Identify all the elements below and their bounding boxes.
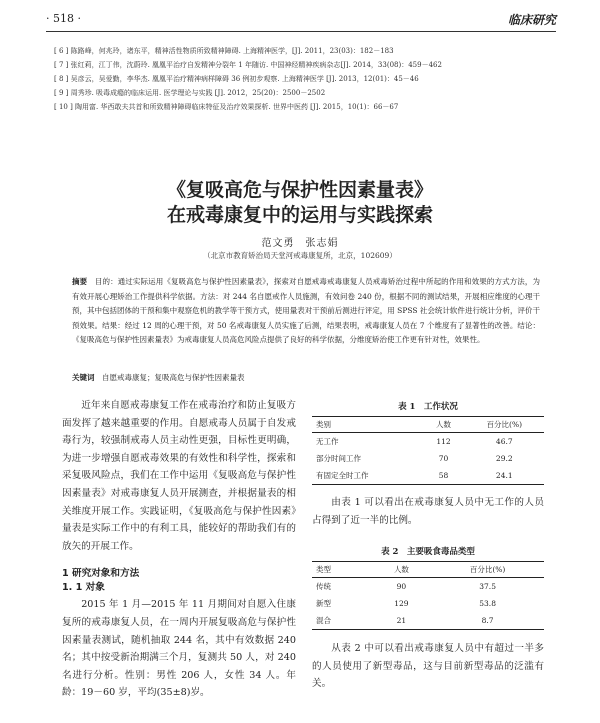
table-row (312, 467, 544, 485)
table-row (312, 433, 544, 451)
table-header-cell: 类别 (312, 417, 423, 433)
table-cell: 112 (436, 437, 451, 446)
table-cell: 90 (396, 582, 407, 591)
table-cell: 无工作 (316, 437, 339, 446)
table-cell: 46.7 (495, 437, 513, 446)
reference-item: [ 10 ] 陶用富. 华西敢夫共首和所致精神障碍临床特征及治疗效果探析. 世界中医药 [J]. 2015，10(1)：66－67 (54, 103, 399, 111)
article-title-line1: 《复吸高危与保护性因素量表》 (166, 179, 433, 201)
table1-block (312, 400, 544, 485)
reference-item: [ 8 ] 吴彦云，吴爱勤，李华杰. 凰凰平治疗精神病样障碍 36 例初步观察. 上海精神医学 [J]. 2013，12(01)：45－46 (54, 75, 419, 83)
table2-paragraph: 从表 2 中可以看出戒毒康复人员中有超过一半多的人员使用了新型毒品，这与目前新型毒品的泛滥有关。 (312, 643, 544, 690)
table-header-cell: 人数 (423, 417, 465, 433)
table-header-cell: 百分比(%) (465, 417, 544, 433)
table-header-cell: 人数 (372, 562, 432, 578)
table-cell: 53.8 (479, 599, 496, 608)
abstract (72, 275, 540, 348)
abstract-text: 目的：通过实际运用《复吸高危与保护性因素量表》，探索对自愿戒毒戒毒康复人员戒毒矫治过程中所起的作用和效果的方式方法，为有效开展心理矫治工作提供科学依据。方法：对 244 名自愿戒作人员施测，有效问卷 240 份，根据不同的测试结果，开展相应维度的心理干预，其中包括团体的干预和集中观察危机的教学等干预方式，使用量表对干预前后测进行评定，用 SPSS 社会统计软件进行统计分析，评价干预效果。结果：经过 12 周的心理干预，对 50 名戒毒康复人员实施了后测，结果表明，戒毒康复人员在 7 个维度有了显著性的改善。结论：《复吸高危与保护性因素量表》为戒毒康复人员高危风险点提供了良好的科学依据，分维度矫治使工作更有针对性，效果性。 (72, 277, 541, 345)
table-header-cell: 类型 (312, 562, 372, 578)
table-cell: 129 (394, 599, 409, 608)
intro-paragraph: 近年来自愿戒毒康复工作在戒毒治疗和防止复吸方面发挥了越来越重要的作用。自愿戒毒人员属于自发戒毒行为，较强制戒毒人员主动性更强，目标性更明确，为进一步增强自愿戒毒效果的有效性和科学性，探索和采复吸风险点，我们在工作中运用《复吸高危与保护性因素量表》对戒毒康复人员开展测查，并根据量表的相关维度开展工作。实践证明，《复吸高危与保护性因素》量表是实际工作中的有利工具，能较好的帮助我们有的放矢的开展工作。 (62, 400, 296, 552)
abstract-label: 摘要 (72, 277, 88, 286)
table-cell: 部分时间工作 (316, 454, 361, 463)
table-header-cell: 百分比(%) (431, 562, 544, 578)
table2 (312, 561, 544, 630)
keywords-text: 自愿戒毒康复；复吸高危与保护性因素量表 (94, 373, 245, 382)
left-column (62, 397, 296, 702)
table2-caption: 表 2 主要吸食毒品类型 (381, 547, 475, 557)
table1-discussion (312, 494, 544, 529)
table-row (312, 578, 544, 596)
table-row (312, 595, 544, 612)
section-heading: 1 研究对象和方法 (62, 568, 140, 580)
table1-caption: 表 1 工作状况 (398, 402, 458, 412)
table-cell: 70 (438, 454, 449, 463)
table-row (312, 612, 544, 630)
table1 (312, 416, 544, 485)
table-cell: 传统 (316, 582, 331, 591)
table-cell: 29.2 (495, 454, 513, 463)
page-number: · 518 · (46, 12, 81, 25)
page-header (46, 10, 556, 32)
table-header-row (312, 417, 544, 433)
table-row (312, 450, 544, 467)
article-affiliation: （北京市教育矫治局天堂河戒毒康复所，北京，102609） (203, 251, 397, 260)
table2-discussion (312, 640, 544, 693)
table-cell: 混合 (312, 612, 372, 630)
table-cell: 有固定全时工作 (312, 467, 423, 485)
table-cell: 新型 (316, 599, 331, 608)
table-cell: 24.1 (465, 467, 544, 485)
article-title-line2: 在戒毒康复中的运用与实践探索 (166, 204, 433, 226)
subsection-heading: 1. 1 对象 (62, 582, 105, 594)
reference-list (54, 44, 554, 114)
subjects-paragraph: 2015 年 1 月—2015 年 11 月期间对自愿入住康复所的戒毒康复人员，在一周内开展复吸高危与保护性因素量表测试，随机抽取 244 名，其中有效数据 240 名；其中按受新治期满三个月，复测共 50 人，对 240 名进行分析。性别：男性 206 人，女性 34 人。年龄：19－60 岁，平均(35±8)岁。 (62, 599, 296, 699)
reference-item: [ 6 ] 陈路峰，何兆玲，诸东平，精神活性物质所致精神障碍. 上海精神医学，[J]. 2011，23(03)：182－183 (54, 47, 394, 55)
article-authors: 范文勇 张志娟 (261, 238, 339, 249)
table-cell: 37.5 (479, 582, 496, 591)
table-cell: 21 (372, 612, 432, 630)
table1-paragraph: 由表 1 可以看出在戒毒康复人员中无工作的人员占得到了近一半的比例。 (312, 497, 544, 526)
journal-name: 临床研究 (507, 13, 556, 27)
table-header-row (312, 562, 544, 578)
reference-item: [ 7 ] 张红莉，江丁伟，沈蔚玲. 凰凰平治疗自发精神分裂年 1 年随访. 中国神经精神疾病杂志[J]. 2014，33(08)：459－462 (54, 61, 442, 69)
keywords (72, 372, 540, 383)
keywords-label: 关键词 (72, 373, 95, 382)
table-cell: 8.7 (431, 612, 544, 630)
table2-block (312, 545, 544, 630)
table-cell: 58 (423, 467, 465, 485)
reference-item: [ 9 ] 周秀珍. 吸毒成瘾的临床运用. 医学理论与实践 [J]. 2012，25(20)：2500－2502 (54, 89, 326, 97)
